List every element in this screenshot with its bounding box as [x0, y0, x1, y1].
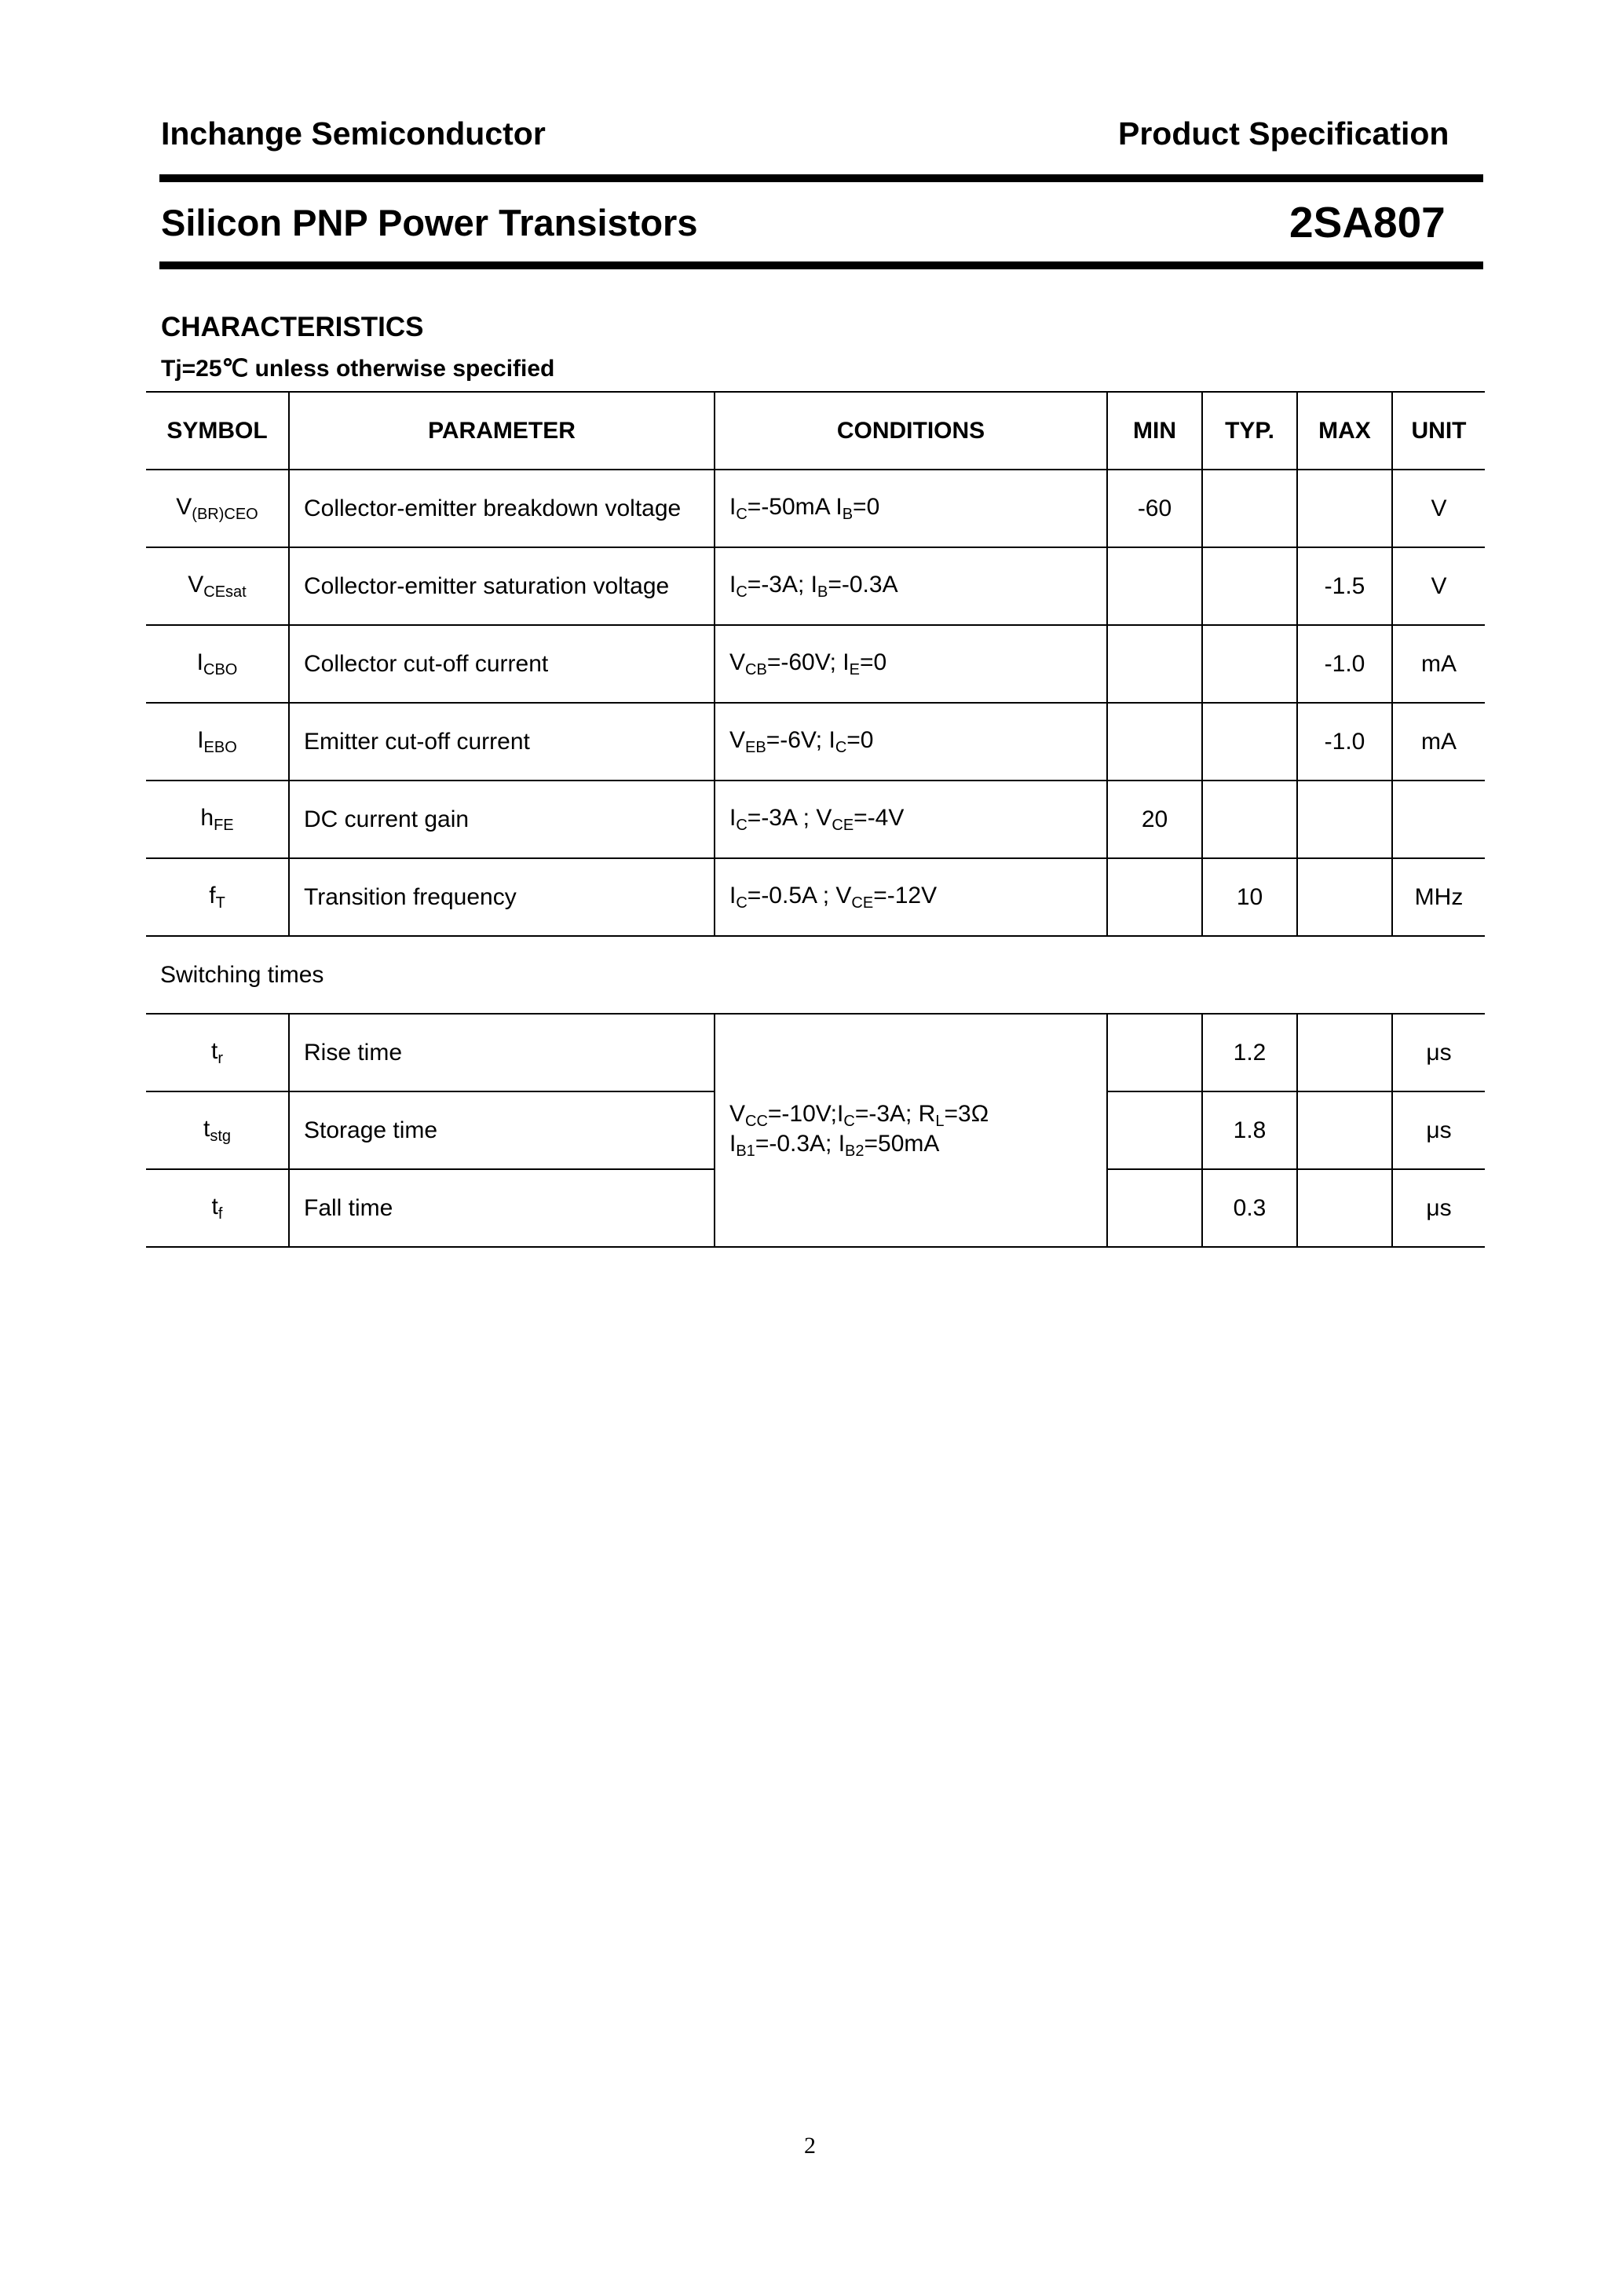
conditions-cell	[715, 781, 1107, 858]
characteristics-table	[146, 391, 1485, 1248]
cond-sub: EB	[745, 738, 766, 756]
parameter-cell: Collector-emitter saturation voltage	[289, 547, 715, 625]
unit-cell: mA	[1392, 625, 1485, 703]
cond-text: =-3A; I	[747, 571, 818, 598]
cond-text: =3Ω	[944, 1100, 989, 1127]
symbol-cell	[146, 781, 289, 858]
cond-sub: B2	[845, 1142, 865, 1160]
cond-text: =-12V	[873, 882, 938, 909]
unit-cell: MHz	[1392, 858, 1485, 936]
table-row	[146, 470, 1485, 547]
parameter-cell: Transition frequency	[289, 858, 715, 936]
page-number: 2	[804, 2133, 816, 2159]
max-cell	[1297, 781, 1392, 858]
symbol-subscript: CBO	[203, 660, 238, 678]
col-header-symbol: SYMBOL	[146, 392, 289, 470]
conditions-cell	[715, 858, 1107, 936]
symbol-main: V	[188, 571, 204, 598]
cond-text: =-3A; R	[854, 1100, 936, 1127]
symbol-subscript: FE	[214, 816, 234, 834]
symbol-subscript: CEsat	[203, 583, 247, 601]
typ-cell	[1202, 703, 1297, 781]
cond-text: V	[729, 649, 746, 675]
parameter-cell: Collector-emitter breakdown voltage	[289, 470, 715, 547]
parameter-cell: Fall time	[289, 1169, 715, 1247]
min-cell	[1107, 703, 1202, 781]
symbol-main: I	[197, 726, 204, 753]
parameter-cell: DC current gain	[289, 781, 715, 858]
col-header-typ: TYP.	[1202, 392, 1297, 470]
section-subtitle: Tj=25℃ unless otherwise specified	[161, 356, 555, 382]
cond-text: =-0.5A ; V	[747, 882, 852, 909]
table-row	[146, 547, 1485, 625]
symbol-subscript: EBO	[203, 738, 237, 756]
product-title: Silicon PNP Power Transistors	[161, 202, 698, 243]
cond-text: I	[729, 804, 737, 831]
switching-conditions-cell	[715, 1014, 1107, 1247]
part-number: 2SA807	[1289, 198, 1446, 247]
unit-cell: μs	[1392, 1014, 1485, 1091]
cond-sub: L	[935, 1112, 945, 1130]
conditions-cell	[715, 547, 1107, 625]
cond-sub: C	[736, 505, 748, 523]
cond-sub: C	[736, 894, 748, 912]
switching-conditions-line2	[729, 1131, 1106, 1161]
header-rule-bottom	[159, 261, 1483, 269]
symbol-subscript: r	[217, 1049, 223, 1067]
symbol-subscript: (BR)CEO	[192, 505, 258, 523]
cond-text: V	[729, 1100, 746, 1127]
table-header-row	[146, 392, 1485, 470]
cond-text: =0	[859, 649, 887, 675]
col-header-conditions: CONDITIONS	[715, 392, 1107, 470]
max-cell	[1297, 470, 1392, 547]
parameter-cell: Rise time	[289, 1014, 715, 1091]
max-cell	[1297, 1169, 1392, 1247]
header-rule-top	[159, 174, 1483, 182]
symbol-main: f	[209, 882, 216, 909]
symbol-main: I	[196, 649, 203, 675]
conditions-cell	[715, 625, 1107, 703]
cond-text: I	[729, 571, 737, 598]
symbol-cell	[146, 470, 289, 547]
cond-text: =0	[846, 726, 874, 753]
switching-conditions-line1	[729, 1101, 1106, 1131]
parameter-cell: Storage time	[289, 1091, 715, 1169]
symbol-subscript: stg	[210, 1127, 232, 1145]
parameter-cell: Collector cut-off current	[289, 625, 715, 703]
symbol-subscript: T	[215, 894, 225, 912]
cond-text: =0	[853, 493, 880, 520]
unit-cell	[1392, 781, 1485, 858]
cond-text: =-4V	[854, 804, 905, 831]
cond-sub: C	[736, 583, 748, 601]
symbol-main: t	[203, 1115, 210, 1142]
table-row	[146, 781, 1485, 858]
max-cell: -1.5	[1297, 547, 1392, 625]
cond-sub: E	[849, 660, 860, 678]
cond-text: =-0.3A	[828, 571, 898, 598]
cond-sub: CC	[745, 1112, 768, 1130]
company-name: Inchange Semiconductor	[161, 115, 546, 152]
symbol-cell	[146, 547, 289, 625]
cond-sub: C	[843, 1112, 855, 1130]
unit-cell: μs	[1392, 1091, 1485, 1169]
max-cell: -1.0	[1297, 703, 1392, 781]
min-cell	[1107, 858, 1202, 936]
parameter-cell: Emitter cut-off current	[289, 703, 715, 781]
symbol-cell	[146, 858, 289, 936]
cond-text: I	[729, 882, 737, 909]
max-cell	[1297, 858, 1392, 936]
group-label: Switching times	[146, 936, 1485, 1014]
section-title: CHARACTERISTICS	[161, 312, 424, 342]
cond-sub: B1	[736, 1142, 755, 1160]
symbol-main: t	[210, 1037, 218, 1064]
table-row	[146, 1014, 1485, 1091]
typ-cell: 1.8	[1202, 1091, 1297, 1169]
max-cell	[1297, 1014, 1392, 1091]
symbol-cell	[146, 1014, 289, 1091]
symbol-cell	[146, 1091, 289, 1169]
max-cell	[1297, 1091, 1392, 1169]
col-header-min: MIN	[1107, 392, 1202, 470]
table-row	[146, 703, 1485, 781]
unit-cell: V	[1392, 470, 1485, 547]
group-row-switching	[146, 936, 1485, 1014]
cond-text: I	[729, 493, 737, 520]
conditions-cell	[715, 470, 1107, 547]
symbol-main: V	[176, 493, 192, 520]
table-row	[146, 625, 1485, 703]
cond-text: =-0.3A; I	[755, 1130, 846, 1157]
cond-text: =-6V; I	[766, 726, 835, 753]
cond-sub: CB	[745, 660, 767, 678]
min-cell	[1107, 1014, 1202, 1091]
conditions-cell	[715, 703, 1107, 781]
document-type: Product Specification	[1118, 115, 1449, 152]
cond-text: =-10V;I	[767, 1100, 844, 1127]
typ-cell: 1.2	[1202, 1014, 1297, 1091]
symbol-cell	[146, 625, 289, 703]
min-cell: 20	[1107, 781, 1202, 858]
col-header-unit: UNIT	[1392, 392, 1485, 470]
table-row	[146, 858, 1485, 936]
cond-sub: B	[842, 505, 854, 523]
cond-sub: B	[817, 583, 828, 601]
min-cell	[1107, 1169, 1202, 1247]
typ-cell	[1202, 547, 1297, 625]
cond-text: I	[729, 1130, 737, 1157]
min-cell	[1107, 1091, 1202, 1169]
cond-text: V	[729, 726, 746, 753]
min-cell	[1107, 547, 1202, 625]
unit-cell: V	[1392, 547, 1485, 625]
symbol-cell	[146, 1169, 289, 1247]
symbol-main: t	[211, 1193, 218, 1219]
col-header-parameter: PARAMETER	[289, 392, 715, 470]
cond-text: =-3A ; V	[747, 804, 832, 831]
typ-cell	[1202, 470, 1297, 547]
typ-cell: 10	[1202, 858, 1297, 936]
symbol-cell	[146, 703, 289, 781]
cond-sub: CE	[851, 894, 874, 912]
cond-sub: CE	[832, 816, 854, 834]
min-cell	[1107, 625, 1202, 703]
typ-cell: 0.3	[1202, 1169, 1297, 1247]
col-header-max: MAX	[1297, 392, 1392, 470]
unit-cell: mA	[1392, 703, 1485, 781]
unit-cell: μs	[1392, 1169, 1485, 1247]
cond-text: =-50mA I	[747, 493, 843, 520]
typ-cell	[1202, 781, 1297, 858]
symbol-main: h	[200, 804, 214, 831]
cond-text: =50mA	[864, 1130, 940, 1157]
cond-sub: C	[736, 816, 748, 834]
typ-cell	[1202, 625, 1297, 703]
cond-text: =-60V; I	[766, 649, 850, 675]
cond-sub: C	[835, 738, 847, 756]
symbol-subscript: f	[217, 1205, 223, 1223]
min-cell: -60	[1107, 470, 1202, 547]
max-cell: -1.0	[1297, 625, 1392, 703]
